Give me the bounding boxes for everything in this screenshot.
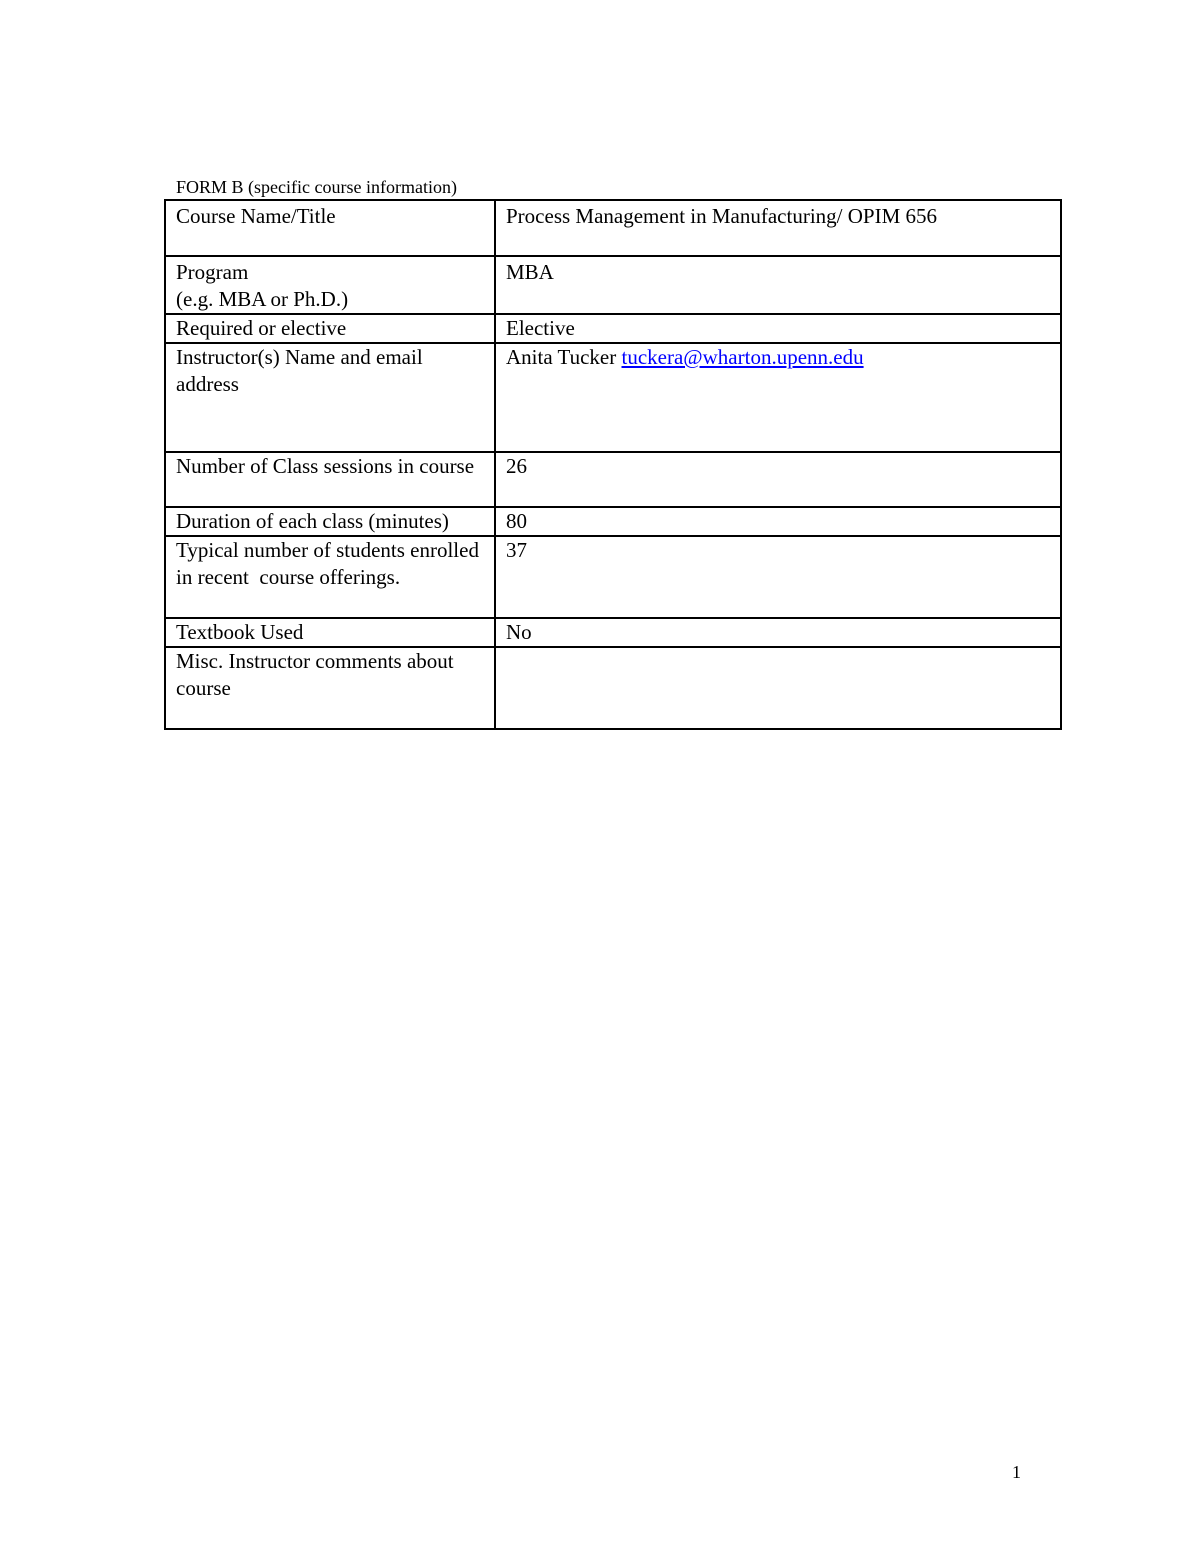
row-value: MBA bbox=[495, 256, 1061, 314]
row-value: 37 bbox=[495, 536, 1061, 618]
table-row bbox=[165, 256, 1061, 314]
table-row bbox=[165, 536, 1061, 618]
row-label: Misc. Instructor comments about course bbox=[165, 647, 495, 729]
table-row bbox=[165, 314, 1061, 343]
row-label: Duration of each class (minutes) bbox=[165, 507, 495, 536]
course-info-table bbox=[164, 199, 1062, 730]
row-value bbox=[495, 647, 1061, 729]
instructor-email-link[interactable]: tuckera@wharton.upenn.edu bbox=[621, 345, 864, 369]
row-value: 80 bbox=[495, 507, 1061, 536]
table-row bbox=[165, 452, 1061, 507]
table-row bbox=[165, 200, 1061, 256]
table-row bbox=[165, 618, 1061, 647]
row-label-line2: (e.g. MBA or Ph.D.) bbox=[176, 287, 349, 311]
row-label: Instructor(s) Name and email address bbox=[165, 343, 495, 452]
form-heading: FORM B (specific course information) bbox=[176, 177, 457, 197]
row-label-line1: Program bbox=[176, 260, 249, 284]
row-label bbox=[165, 256, 495, 314]
row-label: Required or elective bbox=[165, 314, 495, 343]
row-value bbox=[495, 343, 1061, 452]
row-value: 26 bbox=[495, 452, 1061, 507]
row-label: Typical number of students enrolled in recent course offerings. bbox=[165, 536, 495, 618]
page-number: 1 bbox=[1012, 1462, 1021, 1482]
row-label: Textbook Used bbox=[165, 618, 495, 647]
row-label: Number of Class sessions in course bbox=[165, 452, 495, 507]
instructor-name: Anita Tucker bbox=[506, 345, 617, 369]
table-row bbox=[165, 647, 1061, 729]
table-row bbox=[165, 507, 1061, 536]
table-row bbox=[165, 343, 1061, 452]
row-value: Process Management in Manufacturing/ OPIM 656 bbox=[495, 200, 1061, 256]
row-value: Elective bbox=[495, 314, 1061, 343]
row-value: No bbox=[495, 618, 1061, 647]
row-label: Course Name/Title bbox=[165, 200, 495, 256]
